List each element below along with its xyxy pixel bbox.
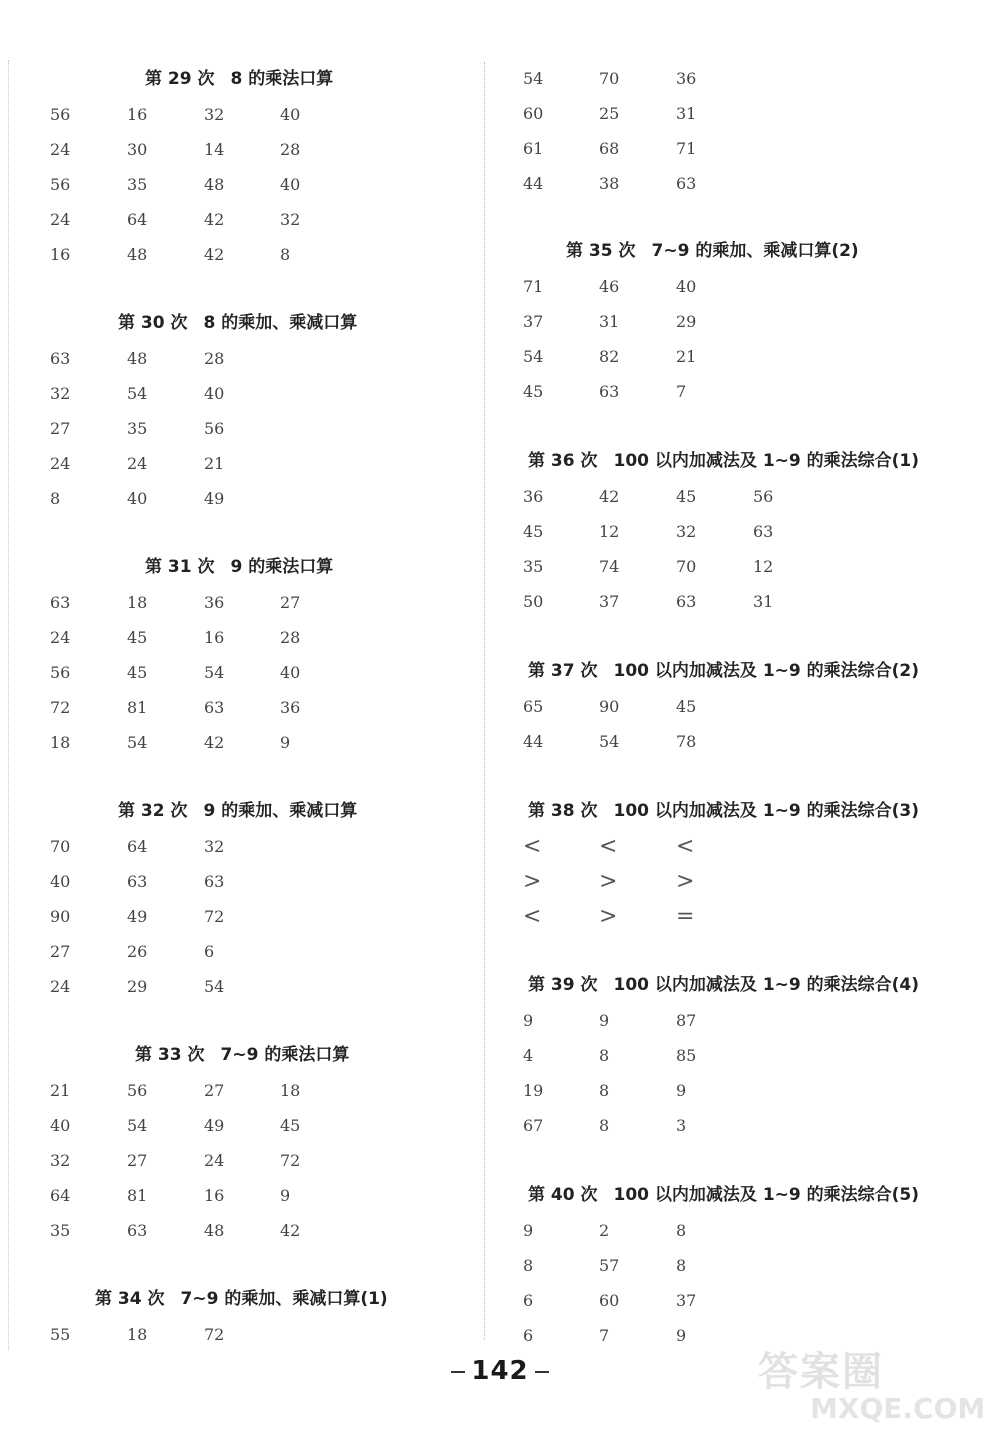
section-title [118, 308, 357, 338]
answer-value: 9 [280, 1186, 291, 1205]
answer-row [486, 377, 1000, 407]
answer-value: 36 [676, 69, 697, 88]
answer-value: 72 [280, 1151, 301, 1170]
answer-value: 70 [50, 837, 71, 856]
answer-value: 42 [599, 487, 620, 506]
answer-row [0, 135, 484, 165]
answer-value: 28 [204, 349, 225, 368]
answer-value: > [599, 904, 618, 929]
answer-value: 31 [599, 312, 620, 331]
answer-value: 45 [676, 697, 697, 716]
answer-value: 44 [523, 174, 544, 193]
answer-value: 63 [50, 349, 71, 368]
answer-value: 45 [127, 628, 148, 647]
answer-value: > [676, 869, 695, 894]
answer-value: 63 [753, 522, 774, 541]
answer-value: 36 [204, 593, 225, 612]
answer-value: 57 [599, 1256, 620, 1275]
answer-value: 9 [599, 1011, 610, 1030]
section-number: 第 31 次 [145, 557, 215, 577]
answer-value: 63 [50, 593, 71, 612]
section-title [528, 1180, 919, 1210]
answer-value: 45 [523, 522, 544, 541]
answer-value: 27 [280, 593, 301, 612]
answer-value: 24 [50, 454, 71, 473]
answer-value: 7 [676, 382, 687, 401]
answer-value: 42 [204, 733, 225, 752]
answer-value: 81 [127, 1186, 148, 1205]
section-number: 第 38 次 [528, 801, 598, 821]
answer-value: 54 [127, 384, 148, 403]
answer-value: 56 [753, 487, 774, 506]
answer-value: 35 [127, 419, 148, 438]
answer-value: 46 [599, 277, 620, 296]
section-topic: 9 的乘法口算 [230, 557, 334, 577]
answer-value: 48 [127, 349, 148, 368]
answer-value: 45 [676, 487, 697, 506]
answer-row [486, 342, 1000, 372]
section-topic: 8 的乘法口算 [230, 69, 334, 89]
answer-value: 6 [523, 1326, 534, 1345]
column-divider [484, 62, 485, 1340]
answer-row [0, 100, 484, 130]
answer-value: 24 [50, 210, 71, 229]
page-number: 142 [445, 1356, 554, 1386]
answer-row [0, 937, 484, 967]
section-topic: 7~9 的乘法口算 [220, 1045, 350, 1065]
answer-value: > [523, 869, 542, 894]
answer-value: 63 [676, 174, 697, 193]
answer-row [0, 1146, 484, 1176]
answer-value: 35 [127, 175, 148, 194]
answer-value: 32 [204, 105, 225, 124]
answer-value: = [676, 904, 695, 929]
answer-value: 44 [523, 732, 544, 751]
answer-value: 24 [50, 140, 71, 159]
answer-value: 24 [50, 628, 71, 647]
answer-row [486, 587, 1000, 617]
answer-value: 42 [280, 1221, 301, 1240]
answer-value: 16 [204, 628, 225, 647]
answer-value: 49 [204, 489, 225, 508]
answer-value: 6 [204, 942, 215, 961]
answer-value: 64 [50, 1186, 71, 1205]
answer-value: 42 [204, 210, 225, 229]
answer-value: 32 [676, 522, 697, 541]
answer-value: 82 [599, 347, 620, 366]
answer-value: 16 [127, 105, 148, 124]
answer-value: 7 [599, 1326, 610, 1345]
answer-value: 78 [676, 732, 697, 751]
section-number: 第 39 次 [528, 975, 598, 995]
answer-value: 50 [523, 592, 544, 611]
section-number: 第 36 次 [528, 451, 598, 471]
answer-row [0, 414, 484, 444]
answer-value: 56 [50, 105, 71, 124]
answer-value: < [599, 834, 618, 859]
answer-row [0, 1076, 484, 1106]
answer-row [486, 902, 1000, 932]
answer-row [0, 588, 484, 618]
answer-value: 49 [204, 1116, 225, 1135]
answer-value: 54 [127, 1116, 148, 1135]
answer-value: 8 [599, 1116, 610, 1135]
watermark-logo [758, 1340, 994, 1430]
section-topic: 100 以内加减法及 1~9 的乘法综合(1) [613, 451, 920, 471]
section-number: 第 37 次 [528, 661, 598, 681]
answer-value: 16 [204, 1186, 225, 1205]
answer-value: 14 [204, 140, 225, 159]
answer-value: 63 [127, 1221, 148, 1240]
watermark-site: MXQE.COM [810, 1392, 986, 1425]
answer-row [486, 552, 1000, 582]
answer-value: 56 [204, 419, 225, 438]
answer-value: 81 [127, 698, 148, 717]
answer-value: 60 [599, 1291, 620, 1310]
answer-value: 40 [676, 277, 697, 296]
answer-value: 55 [50, 1325, 71, 1344]
answer-value: 61 [523, 139, 544, 158]
answer-value: 29 [127, 977, 148, 996]
section-number: 第 30 次 [118, 313, 188, 333]
answer-value: 27 [127, 1151, 148, 1170]
answer-row [0, 1111, 484, 1141]
answer-value: 32 [50, 384, 71, 403]
answer-row [0, 623, 484, 653]
answer-value: 36 [280, 698, 301, 717]
answer-value: 71 [676, 139, 697, 158]
answer-value: 60 [523, 104, 544, 123]
section-number: 第 40 次 [528, 1185, 598, 1205]
answer-row [486, 1076, 1000, 1106]
answer-value: 45 [280, 1116, 301, 1135]
answer-row [0, 449, 484, 479]
answer-value: 40 [127, 489, 148, 508]
answer-value: 8 [599, 1046, 610, 1065]
answer-row [0, 902, 484, 932]
answer-value: 48 [204, 175, 225, 194]
answer-row [486, 1286, 1000, 1316]
answer-value: 27 [204, 1081, 225, 1100]
answer-value: 32 [50, 1151, 71, 1170]
answer-value: 56 [50, 663, 71, 682]
answer-value: 54 [523, 347, 544, 366]
answer-value: 24 [204, 1151, 225, 1170]
answer-value: 28 [280, 628, 301, 647]
section-title [528, 796, 919, 826]
answer-value: 12 [753, 557, 774, 576]
answer-row [0, 170, 484, 200]
answer-value: 37 [676, 1291, 697, 1310]
section-topic: 100 以内加减法及 1~9 的乘法综合(2) [613, 661, 920, 681]
answer-value: 3 [676, 1116, 687, 1135]
section-title [118, 796, 357, 826]
answer-value: 37 [523, 312, 544, 331]
section-topic: 7~9 的乘加、乘减口算(2) [651, 241, 859, 261]
answer-value: 9 [280, 733, 291, 752]
answer-value: 21 [676, 347, 697, 366]
answer-row [0, 728, 484, 758]
watermark-chinese: 答案圈 [758, 1349, 884, 1395]
answer-value: 28 [280, 140, 301, 159]
answer-value: 56 [127, 1081, 148, 1100]
answer-value: 90 [50, 907, 71, 926]
section-topic: 100 以内加减法及 1~9 的乘法综合(3) [613, 801, 920, 821]
answer-row [486, 169, 1000, 199]
answer-value: 48 [204, 1221, 225, 1240]
section-title [145, 64, 333, 94]
answer-value: 72 [50, 698, 71, 717]
answer-row [486, 692, 1000, 722]
answer-value: 67 [523, 1116, 544, 1135]
answer-value: 9 [523, 1011, 534, 1030]
answer-value: 40 [50, 1116, 71, 1135]
section-number: 第 29 次 [145, 69, 215, 89]
answer-value: 38 [599, 174, 620, 193]
answer-value: 35 [50, 1221, 71, 1240]
section-title [145, 552, 333, 582]
answer-value: 18 [127, 593, 148, 612]
section-title [528, 446, 919, 476]
answer-value: 42 [204, 245, 225, 264]
answer-row [486, 134, 1000, 164]
answer-value: 18 [280, 1081, 301, 1100]
answer-row [486, 1111, 1000, 1141]
answer-row [0, 344, 484, 374]
answer-value: 8 [676, 1221, 687, 1240]
answer-value: 8 [599, 1081, 610, 1100]
answer-row [0, 240, 484, 270]
answer-value: 8 [280, 245, 291, 264]
answer-row [486, 1251, 1000, 1281]
answer-value: < [523, 904, 542, 929]
answer-value: 40 [204, 384, 225, 403]
answer-row [486, 832, 1000, 862]
answer-row [486, 99, 1000, 129]
answer-value: 87 [676, 1011, 697, 1030]
answer-value: < [523, 834, 542, 859]
answer-value: 54 [204, 663, 225, 682]
answer-row [486, 64, 1000, 94]
answer-value: 32 [204, 837, 225, 856]
answer-value: 45 [523, 382, 544, 401]
answer-value: 56 [50, 175, 71, 194]
answer-row [0, 658, 484, 688]
answer-value: 9 [676, 1081, 687, 1100]
answer-value: 30 [127, 140, 148, 159]
answer-value: 90 [599, 697, 620, 716]
answer-value: 64 [127, 837, 148, 856]
section-number: 第 34 次 [95, 1289, 165, 1309]
answer-value: 6 [523, 1291, 534, 1310]
section-number: 第 33 次 [135, 1045, 205, 1065]
answer-value: 2 [599, 1221, 610, 1240]
answer-value: 27 [50, 419, 71, 438]
section-title [566, 236, 859, 266]
answer-value: 54 [127, 733, 148, 752]
section-topic: 9 的乘加、乘减口算 [203, 801, 358, 821]
answer-value: 63 [204, 698, 225, 717]
section-topic: 100 以内加减法及 1~9 的乘法综合(5) [613, 1185, 920, 1205]
answer-value: 72 [204, 907, 225, 926]
section-number: 第 32 次 [118, 801, 188, 821]
answer-value: > [599, 869, 618, 894]
answer-value: 12 [599, 522, 620, 541]
answer-value: 54 [599, 732, 620, 751]
answer-value: 21 [204, 454, 225, 473]
answer-value: 16 [50, 245, 71, 264]
answer-value: 25 [599, 104, 620, 123]
answer-row [0, 379, 484, 409]
answer-value: 63 [204, 872, 225, 891]
answer-value: 54 [204, 977, 225, 996]
answer-value: 27 [50, 942, 71, 961]
answer-value: 18 [127, 1325, 148, 1344]
answer-value: 26 [127, 942, 148, 961]
answer-value: 24 [50, 977, 71, 996]
answer-value: 37 [599, 592, 620, 611]
section-topic: 8 的乘加、乘减口算 [203, 313, 358, 333]
answer-value: 8 [676, 1256, 687, 1275]
answer-row [0, 1181, 484, 1211]
answer-value: 72 [204, 1325, 225, 1344]
answer-row [0, 832, 484, 862]
answer-value: 31 [753, 592, 774, 611]
answer-value: 64 [127, 210, 148, 229]
answer-row [0, 1216, 484, 1246]
answer-value: 85 [676, 1046, 697, 1065]
answer-row [486, 272, 1000, 302]
section-topic: 7~9 的乘加、乘减口算(1) [180, 1289, 388, 1309]
answer-value: 54 [523, 69, 544, 88]
answer-row [486, 1041, 1000, 1071]
answer-row [0, 1320, 484, 1350]
answer-value: 32 [280, 210, 301, 229]
answer-value: 4 [523, 1046, 534, 1065]
answer-value: 45 [127, 663, 148, 682]
answer-row [486, 867, 1000, 897]
answer-value: 8 [523, 1256, 534, 1275]
answer-row [486, 307, 1000, 337]
answer-value: 63 [599, 382, 620, 401]
answer-value: 24 [127, 454, 148, 473]
answer-value: 8 [50, 489, 61, 508]
answer-value: 65 [523, 697, 544, 716]
answer-value: 35 [523, 557, 544, 576]
answer-value: 9 [523, 1221, 534, 1240]
answer-row [486, 482, 1000, 512]
answer-value: 40 [280, 663, 301, 682]
answer-row [0, 205, 484, 235]
answer-value: 21 [50, 1081, 71, 1100]
answer-value: 68 [599, 139, 620, 158]
answer-value: 31 [676, 104, 697, 123]
answer-value: 29 [676, 312, 697, 331]
answer-row [0, 972, 484, 1002]
section-topic: 100 以内加减法及 1~9 的乘法综合(4) [613, 975, 920, 995]
answer-value: 36 [523, 487, 544, 506]
answer-value: 9 [676, 1326, 687, 1345]
answer-value: 19 [523, 1081, 544, 1100]
answer-row [0, 484, 484, 514]
answer-value: 63 [127, 872, 148, 891]
section-title [95, 1284, 388, 1314]
answer-value: 40 [280, 105, 301, 124]
answer-value: 40 [280, 175, 301, 194]
section-title [135, 1040, 349, 1070]
section-number: 第 35 次 [566, 241, 636, 261]
answer-value: 70 [599, 69, 620, 88]
answer-row [486, 727, 1000, 757]
answer-value: 74 [599, 557, 620, 576]
answer-value: 40 [50, 872, 71, 891]
answer-row [0, 867, 484, 897]
answer-row [486, 517, 1000, 547]
answer-row [486, 1216, 1000, 1246]
answer-value: 63 [676, 592, 697, 611]
answer-value: 48 [127, 245, 148, 264]
answer-value: < [676, 834, 695, 859]
answer-value: 71 [523, 277, 544, 296]
section-title [528, 656, 919, 686]
answer-value: 70 [676, 557, 697, 576]
answer-value: 49 [127, 907, 148, 926]
section-title [528, 970, 919, 1000]
answer-value: 18 [50, 733, 71, 752]
answer-row [486, 1006, 1000, 1036]
answer-row [0, 693, 484, 723]
